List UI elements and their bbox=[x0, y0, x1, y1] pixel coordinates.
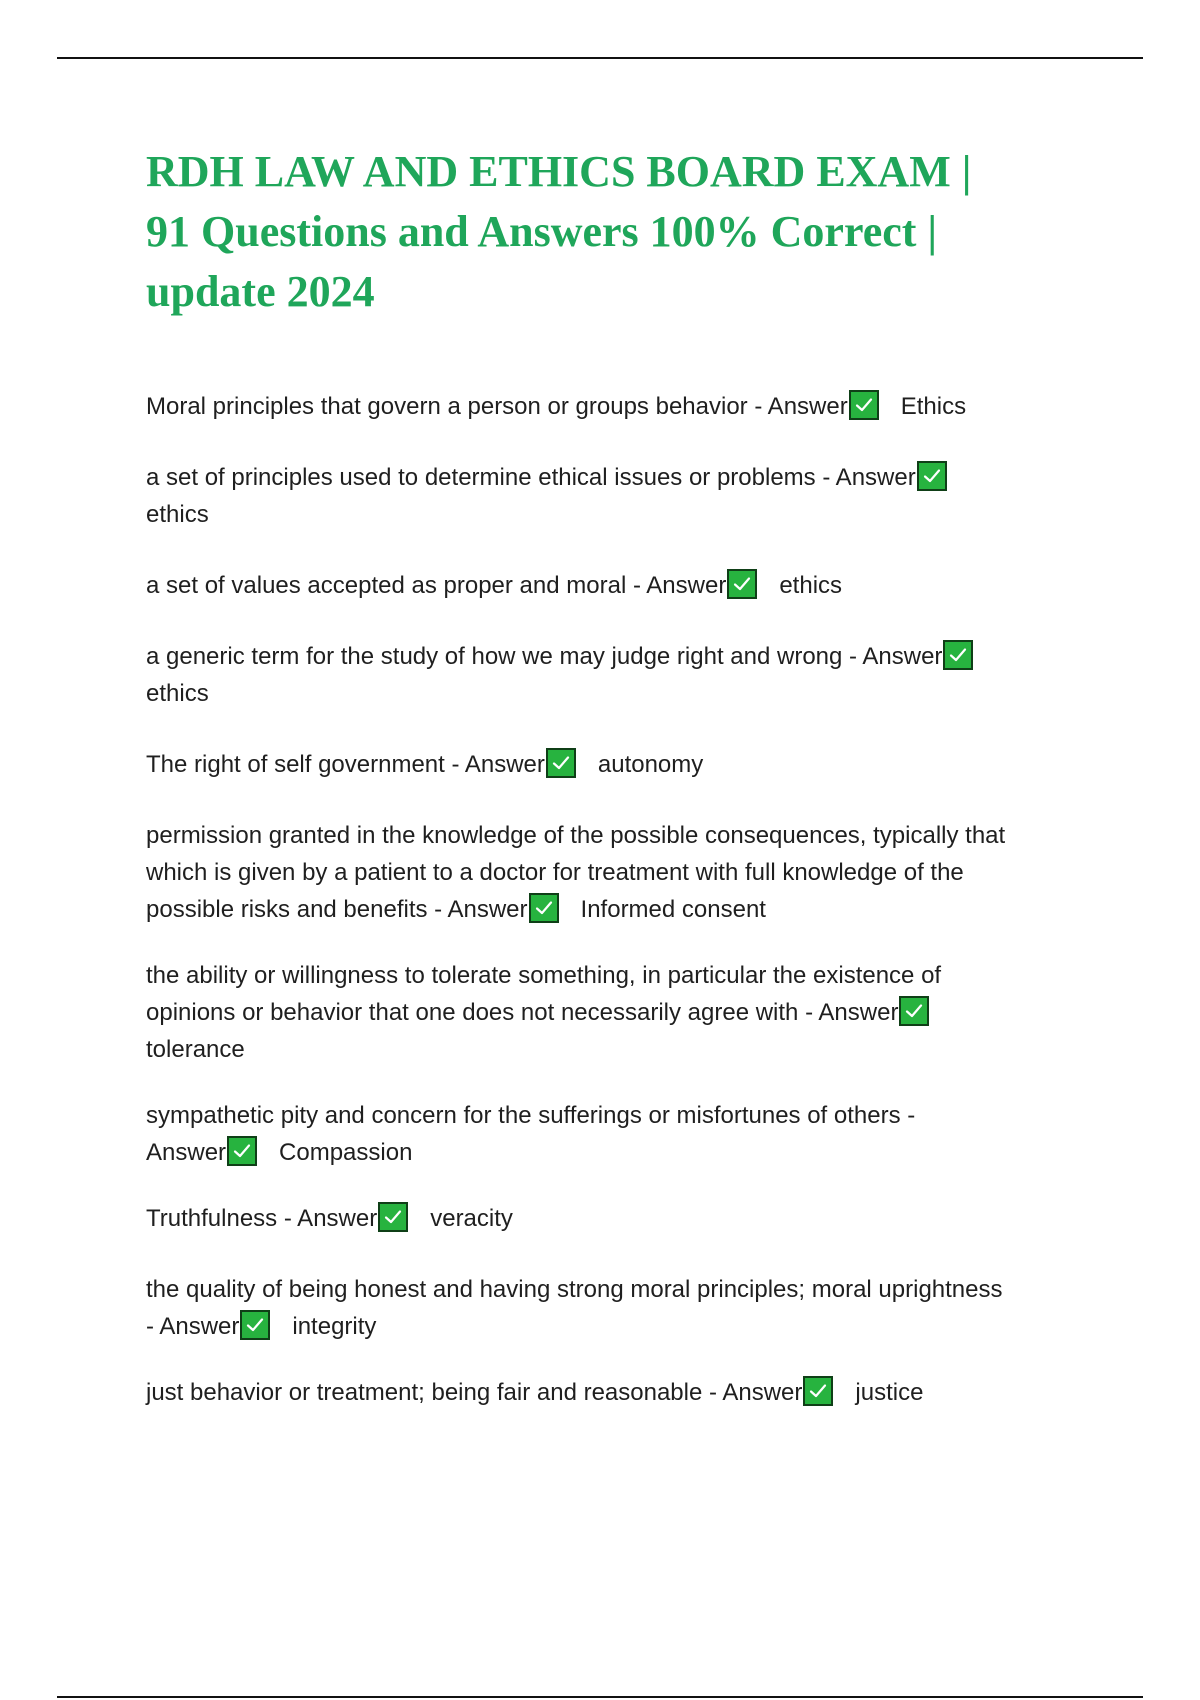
answer-text: autonomy bbox=[597, 751, 704, 778]
answer-text: Ethics bbox=[900, 393, 967, 420]
qa-item bbox=[146, 1097, 1086, 1171]
question-line: sympathetic pity and concern for the sufferings or misfortunes of others bbox=[146, 1102, 901, 1129]
qa-list bbox=[146, 388, 1086, 1445]
qa-item bbox=[146, 567, 1086, 604]
check-mark-icon bbox=[917, 461, 947, 491]
check-mark-icon bbox=[803, 1376, 833, 1406]
question-text: Truthfulness bbox=[146, 1205, 278, 1232]
question-text: The right of self government bbox=[146, 751, 445, 778]
answer-marker: - Answer bbox=[434, 896, 528, 923]
answer-marker: - Answer bbox=[822, 464, 916, 491]
qa-item bbox=[146, 817, 1086, 928]
check-mark-icon bbox=[943, 640, 973, 670]
answer-text: Informed consent bbox=[580, 896, 766, 923]
question-text: a set of values accepted as proper and moral bbox=[146, 572, 627, 599]
qa-item bbox=[146, 1271, 1086, 1345]
check-mark-icon bbox=[529, 893, 559, 923]
question-line: possible risks and benefits bbox=[146, 896, 428, 923]
top-rule bbox=[57, 57, 1143, 59]
document-title bbox=[146, 142, 1106, 322]
check-mark-icon bbox=[849, 390, 879, 420]
question-line: opinions or behavior that one does not necessarily agree with bbox=[146, 999, 799, 1026]
answer-label: Answer bbox=[146, 1139, 227, 1166]
question-text: a set of principles used to determine ethical issues or problems bbox=[146, 464, 816, 491]
check-mark-icon bbox=[899, 996, 929, 1026]
qa-item bbox=[146, 746, 1086, 783]
answer-text: integrity bbox=[292, 1313, 377, 1340]
answer-text: justice bbox=[855, 1379, 924, 1406]
answer-marker: - Answer bbox=[632, 572, 727, 599]
qa-item bbox=[146, 388, 1086, 425]
answer-marker: - Answer bbox=[146, 1313, 240, 1340]
question-text: Moral principles that govern a person or groups behavior bbox=[146, 393, 748, 420]
qa-item bbox=[146, 638, 1086, 712]
answer-marker: - Answer bbox=[709, 1379, 803, 1406]
qa-item bbox=[146, 459, 1086, 533]
qa-item bbox=[146, 957, 1086, 1068]
answer-marker: - Answer bbox=[283, 1205, 378, 1232]
title-line: update 2024 bbox=[146, 267, 375, 316]
question-text: just behavior or treatment; being fair and reasonable bbox=[146, 1379, 703, 1406]
answer-marker: - Answer bbox=[849, 643, 943, 670]
answer-marker: - bbox=[907, 1102, 916, 1129]
answer-text: ethics bbox=[146, 680, 209, 707]
answer-text: ethics bbox=[779, 572, 843, 599]
question-line: permission granted in the knowledge of the possible consequences, typically that bbox=[146, 822, 1006, 849]
title-line: 91 Questions and Answers 100% Correct | bbox=[146, 207, 938, 256]
qa-item bbox=[146, 1374, 1086, 1411]
check-mark-icon bbox=[378, 1202, 408, 1232]
bottom-rule bbox=[57, 1696, 1143, 1698]
check-mark-icon bbox=[546, 748, 576, 778]
answer-marker: - Answer bbox=[451, 751, 545, 778]
question-line: the ability or willingness to tolerate something, in particular the existence of bbox=[146, 962, 942, 989]
question-line: the quality of being honest and having strong moral principles; moral uprightness bbox=[146, 1276, 1003, 1303]
answer-text: Compassion bbox=[279, 1139, 413, 1166]
answer-marker: - Answer bbox=[754, 393, 848, 420]
qa-item bbox=[146, 1200, 1086, 1237]
check-mark-icon bbox=[727, 569, 757, 599]
answer-marker: - Answer bbox=[805, 999, 899, 1026]
check-mark-icon bbox=[240, 1310, 270, 1340]
answer-text: veracity bbox=[430, 1205, 513, 1232]
check-mark-icon bbox=[227, 1136, 257, 1166]
answer-text: tolerance bbox=[146, 1036, 245, 1063]
answer-text: ethics bbox=[146, 501, 209, 528]
title-line: RDH LAW AND ETHICS BOARD EXAM | bbox=[146, 147, 972, 196]
question-line: which is given by a patient to a doctor for treatment with full knowledge of the bbox=[146, 859, 964, 886]
question-text: a generic term for the study of how we may judge right and wrong bbox=[146, 643, 843, 670]
